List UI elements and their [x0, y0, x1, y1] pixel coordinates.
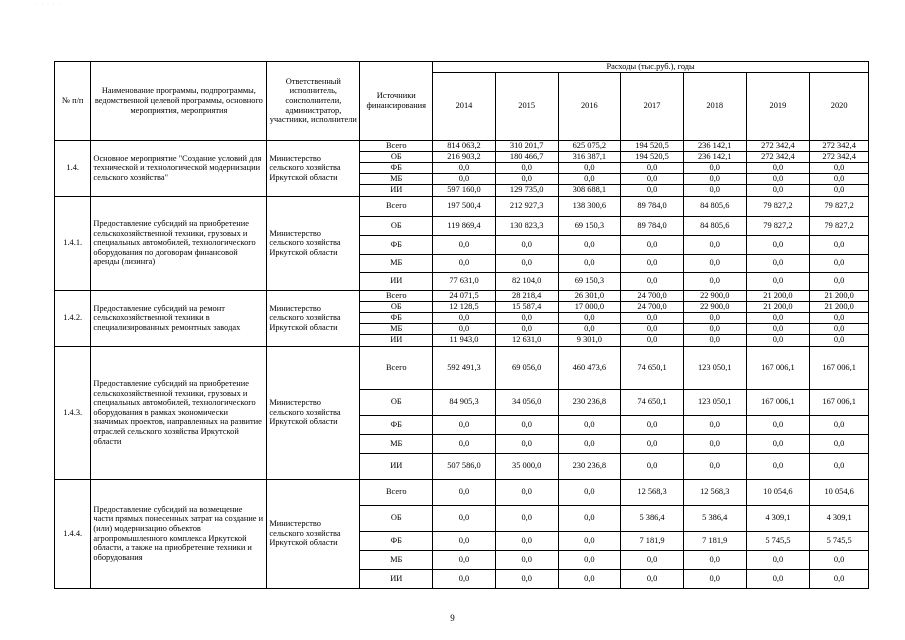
amount-cell: 0,0 [683, 162, 746, 173]
amount-cell: 130 823,3 [495, 216, 558, 235]
funding-source-cell: МБ [360, 323, 433, 334]
amount-cell: 0,0 [433, 569, 496, 588]
scan-corner-marks: · · · · · [36, 2, 61, 8]
amount-cell: 0,0 [810, 415, 869, 434]
amount-cell: 24 700,0 [621, 290, 684, 301]
amount-cell: 0,0 [621, 272, 684, 290]
amount-cell: 0,0 [495, 312, 558, 323]
funding-source-cell: МБ [360, 254, 433, 272]
amount-cell: 167 006,1 [746, 389, 810, 415]
amount-cell: 0,0 [683, 334, 746, 346]
amount-cell: 272 342,4 [810, 151, 869, 162]
amount-cell: 28 218,4 [495, 290, 558, 301]
amount-cell: 0,0 [683, 323, 746, 334]
amount-cell: 77 631,0 [433, 272, 496, 290]
amount-cell: 35 000,0 [495, 453, 558, 479]
amount-cell: 0,0 [558, 505, 621, 531]
amount-cell: 0,0 [746, 312, 810, 323]
amount-cell: 0,0 [433, 479, 496, 505]
amount-cell: 0,0 [558, 415, 621, 434]
amount-cell: 0,0 [810, 162, 869, 173]
group-number-cell: 1.4. [55, 140, 91, 196]
amount-cell: 0,0 [495, 569, 558, 588]
funding-source-cell: Всего [360, 140, 433, 151]
amount-cell: 0,0 [621, 254, 684, 272]
table-row [55, 479, 869, 505]
amount-cell: 0,0 [621, 550, 684, 569]
amount-cell: 4 309,1 [810, 505, 869, 531]
amount-cell: 21 200,0 [810, 301, 869, 312]
amount-cell: 167 006,1 [810, 389, 869, 415]
amount-cell: 272 342,4 [746, 140, 810, 151]
header-expenses: Расходы (тыс.руб.), годы [433, 62, 869, 73]
amount-cell: 180 466,7 [495, 151, 558, 162]
funding-source-cell: МБ [360, 434, 433, 453]
amount-cell: 0,0 [433, 531, 496, 550]
amount-cell: 129 735,0 [495, 184, 558, 196]
amount-cell: 0,0 [558, 550, 621, 569]
amount-cell: 316 387,1 [558, 151, 621, 162]
amount-cell: 0,0 [433, 323, 496, 334]
amount-cell: 0,0 [433, 173, 496, 184]
amount-cell: 167 006,1 [746, 346, 810, 389]
amount-cell: 0,0 [810, 434, 869, 453]
funding-source-cell: ИИ [360, 569, 433, 588]
group-name-cell: Предоставление субсидий на возмещение части прямых понесенных затрат на создание и (или) модернизацию объектов агропромышленного комплекса Иркутской области, а также на приобретение техники и оборудования [91, 479, 267, 588]
group-number-cell: 1.4.3. [55, 346, 91, 479]
amount-cell: 0,0 [746, 569, 810, 588]
amount-cell: 69 150,3 [558, 216, 621, 235]
group-name-cell: Предоставление субсидий на ремонт сельскохозяйственной техники в специализированных ремонтных заводах [91, 290, 267, 346]
amount-cell: 0,0 [495, 323, 558, 334]
group-responsible-cell: Министерство сельского хозяйства Иркутской области [267, 290, 360, 346]
amount-cell: 0,0 [746, 235, 810, 254]
group-responsible-cell: Министерство сельского хозяйства Иркутской области [267, 140, 360, 196]
table-row [55, 140, 869, 151]
amount-cell: 0,0 [683, 173, 746, 184]
header-name: Наименование программы, подпрограммы, ведомственной целевой программы, основного мероприятия, мероприятия [91, 62, 267, 141]
header-year: 2016 [558, 72, 621, 140]
amount-cell: 0,0 [433, 162, 496, 173]
amount-cell: 0,0 [558, 531, 621, 550]
header-year: 2014 [433, 72, 496, 140]
header-year: 2015 [495, 72, 558, 140]
amount-cell: 0,0 [433, 235, 496, 254]
amount-cell: 0,0 [746, 334, 810, 346]
funding-source-cell: ФБ [360, 415, 433, 434]
group-number-cell: 1.4.2. [55, 290, 91, 346]
amount-cell: 0,0 [495, 505, 558, 531]
amount-cell: 15 587,4 [495, 301, 558, 312]
amount-cell: 0,0 [746, 173, 810, 184]
amount-cell: 123 050,1 [683, 389, 746, 415]
amount-cell: 0,0 [495, 550, 558, 569]
funding-source-cell: ФБ [360, 531, 433, 550]
header-year: 2020 [810, 72, 869, 140]
amount-cell: 69 056,0 [495, 346, 558, 389]
amount-cell: 7 181,9 [621, 531, 684, 550]
funding-source-cell: ОБ [360, 505, 433, 531]
amount-cell: 0,0 [810, 184, 869, 196]
group-responsible-cell: Министерство сельского хозяйства Иркутской области [267, 479, 360, 588]
amount-cell: 0,0 [810, 235, 869, 254]
budget-table [54, 61, 869, 589]
amount-cell: 0,0 [746, 254, 810, 272]
header-row-top [55, 62, 869, 73]
amount-cell: 79 827,2 [810, 216, 869, 235]
amount-cell: 0,0 [621, 162, 684, 173]
funding-source-cell: ОБ [360, 301, 433, 312]
amount-cell: 0,0 [683, 254, 746, 272]
header-year: 2018 [683, 72, 746, 140]
amount-cell: 0,0 [746, 434, 810, 453]
amount-cell: 119 869,4 [433, 216, 496, 235]
amount-cell: 21 200,0 [746, 301, 810, 312]
amount-cell: 0,0 [433, 550, 496, 569]
amount-cell: 0,0 [621, 312, 684, 323]
amount-cell: 814 063,2 [433, 140, 496, 151]
amount-cell: 216 903,2 [433, 151, 496, 162]
amount-cell: 212 927,3 [495, 196, 558, 216]
amount-cell: 123 050,1 [683, 346, 746, 389]
amount-cell: 0,0 [810, 312, 869, 323]
amount-cell: 230 236,8 [558, 389, 621, 415]
amount-cell: 0,0 [495, 254, 558, 272]
amount-cell: 0,0 [495, 479, 558, 505]
group-responsible-cell: Министерство сельского хозяйства Иркутской области [267, 346, 360, 479]
amount-cell: 0,0 [683, 453, 746, 479]
amount-cell: 236 142,1 [683, 151, 746, 162]
amount-cell: 0,0 [683, 184, 746, 196]
amount-cell: 21 200,0 [746, 290, 810, 301]
funding-source-cell: Всего [360, 196, 433, 216]
amount-cell: 21 200,0 [810, 290, 869, 301]
amount-cell: 460 473,6 [558, 346, 621, 389]
amount-cell: 308 688,1 [558, 184, 621, 196]
amount-cell: 0,0 [558, 479, 621, 505]
funding-source-cell: ФБ [360, 162, 433, 173]
funding-source-cell: Всего [360, 346, 433, 389]
header-sources: Источники финансирования [360, 62, 433, 141]
amount-cell: 0,0 [810, 254, 869, 272]
amount-cell: 230 236,8 [558, 453, 621, 479]
funding-source-cell: ФБ [360, 312, 433, 323]
amount-cell: 0,0 [810, 453, 869, 479]
amount-cell: 12 128,5 [433, 301, 496, 312]
amount-cell: 236 142,1 [683, 140, 746, 151]
amount-cell: 7 181,9 [683, 531, 746, 550]
funding-source-cell: ИИ [360, 334, 433, 346]
amount-cell: 0,0 [746, 415, 810, 434]
group-name-cell: Предоставление субсидий на приобретение сельскохозяйственной техники, грузовых и специальных автомобилей, технологического оборудования в рамках экономически значимых проектов, направленных на развитие отраслей сельского хозяйства Иркутской области [91, 346, 267, 479]
amount-cell: 0,0 [558, 173, 621, 184]
amount-cell: 310 201,7 [495, 140, 558, 151]
amount-cell: 0,0 [683, 550, 746, 569]
amount-cell: 24 700,0 [621, 301, 684, 312]
header-responsible: Ответственный исполнитель, соисполнители, администратор, участники, исполнители [267, 62, 360, 141]
amount-cell: 89 784,0 [621, 216, 684, 235]
group-name-cell: Основное мероприятие "Создание условий для технической и технологической модернизации сельского хозяйства" [91, 140, 267, 196]
header-num: № п/п [55, 62, 91, 141]
amount-cell: 79 827,2 [810, 196, 869, 216]
amount-cell: 625 075,2 [558, 140, 621, 151]
amount-cell: 0,0 [683, 415, 746, 434]
budget-table-container [54, 61, 869, 589]
amount-cell: 167 006,1 [810, 346, 869, 389]
amount-cell: 22 900,0 [683, 301, 746, 312]
table-row [55, 346, 869, 389]
amount-cell: 79 827,2 [746, 196, 810, 216]
amount-cell: 597 160,0 [433, 184, 496, 196]
page-number: 9 [450, 613, 455, 623]
funding-source-cell: ФБ [360, 235, 433, 254]
amount-cell: 507 586,0 [433, 453, 496, 479]
amount-cell: 0,0 [621, 334, 684, 346]
amount-cell: 0,0 [433, 312, 496, 323]
funding-source-cell: Всего [360, 290, 433, 301]
amount-cell: 0,0 [621, 184, 684, 196]
amount-cell: 197 500,4 [433, 196, 496, 216]
amount-cell: 10 054,6 [746, 479, 810, 505]
amount-cell: 84 805,6 [683, 196, 746, 216]
group-number-cell: 1.4.1. [55, 196, 91, 290]
funding-source-cell: ОБ [360, 216, 433, 235]
amount-cell: 0,0 [558, 434, 621, 453]
amount-cell: 0,0 [621, 453, 684, 479]
amount-cell: 10 054,6 [810, 479, 869, 505]
amount-cell: 194 520,5 [621, 151, 684, 162]
amount-cell: 0,0 [810, 334, 869, 346]
funding-source-cell: ОБ [360, 151, 433, 162]
amount-cell: 0,0 [621, 323, 684, 334]
funding-source-cell: ИИ [360, 272, 433, 290]
amount-cell: 592 491,3 [433, 346, 496, 389]
header-year: 2017 [621, 72, 684, 140]
group-number-cell: 1.4.4. [55, 479, 91, 588]
amount-cell: 0,0 [683, 569, 746, 588]
amount-cell: 0,0 [683, 235, 746, 254]
amount-cell: 0,0 [683, 272, 746, 290]
amount-cell: 0,0 [810, 272, 869, 290]
amount-cell: 0,0 [746, 323, 810, 334]
amount-cell: 0,0 [746, 184, 810, 196]
amount-cell: 0,0 [683, 312, 746, 323]
amount-cell: 272 342,4 [746, 151, 810, 162]
amount-cell: 0,0 [558, 312, 621, 323]
amount-cell: 0,0 [558, 254, 621, 272]
amount-cell: 0,0 [558, 323, 621, 334]
amount-cell: 24 071,5 [433, 290, 496, 301]
funding-source-cell: ИИ [360, 453, 433, 479]
funding-source-cell: Всего [360, 479, 433, 505]
amount-cell: 0,0 [621, 415, 684, 434]
amount-cell: 74 650,1 [621, 346, 684, 389]
amount-cell: 11 943,0 [433, 334, 496, 346]
amount-cell: 5 386,4 [683, 505, 746, 531]
amount-cell: 272 342,4 [810, 140, 869, 151]
amount-cell: 69 150,3 [558, 272, 621, 290]
table-row [55, 290, 869, 301]
funding-source-cell: МБ [360, 173, 433, 184]
amount-cell: 79 827,2 [746, 216, 810, 235]
amount-cell: 84 805,6 [683, 216, 746, 235]
amount-cell: 0,0 [495, 434, 558, 453]
amount-cell: 0,0 [621, 235, 684, 254]
amount-cell: 9 301,0 [558, 334, 621, 346]
table-row [55, 196, 869, 216]
amount-cell: 84 905,3 [433, 389, 496, 415]
amount-cell: 0,0 [433, 415, 496, 434]
amount-cell: 17 000,0 [558, 301, 621, 312]
amount-cell: 5 745,5 [810, 531, 869, 550]
funding-source-cell: ИИ [360, 184, 433, 196]
amount-cell: 22 900,0 [683, 290, 746, 301]
amount-cell: 0,0 [558, 235, 621, 254]
amount-cell: 34 056,0 [495, 389, 558, 415]
funding-source-cell: ОБ [360, 389, 433, 415]
amount-cell: 5 745,5 [746, 531, 810, 550]
amount-cell: 0,0 [495, 173, 558, 184]
group-name-cell: Предоставление субсидий на приобретение сельскохозяйственной техники, грузовых и специальных автомобилей, технологического оборудования по договорам финансовой аренды (лизинга) [91, 196, 267, 290]
header-year: 2019 [746, 72, 810, 140]
amount-cell: 0,0 [433, 434, 496, 453]
amount-cell: 0,0 [621, 173, 684, 184]
amount-cell: 0,0 [495, 235, 558, 254]
amount-cell: 5 386,4 [621, 505, 684, 531]
amount-cell: 82 104,0 [495, 272, 558, 290]
amount-cell: 138 300,6 [558, 196, 621, 216]
amount-cell: 0,0 [746, 550, 810, 569]
amount-cell: 0,0 [433, 254, 496, 272]
amount-cell: 0,0 [746, 162, 810, 173]
amount-cell: 0,0 [495, 162, 558, 173]
amount-cell: 0,0 [683, 434, 746, 453]
amount-cell: 0,0 [558, 162, 621, 173]
amount-cell: 12 568,3 [621, 479, 684, 505]
amount-cell: 0,0 [558, 569, 621, 588]
amount-cell: 0,0 [746, 453, 810, 479]
amount-cell: 0,0 [495, 531, 558, 550]
amount-cell: 0,0 [810, 550, 869, 569]
amount-cell: 0,0 [810, 323, 869, 334]
amount-cell: 0,0 [621, 569, 684, 588]
amount-cell: 0,0 [621, 434, 684, 453]
amount-cell: 12 568,3 [683, 479, 746, 505]
amount-cell: 0,0 [810, 173, 869, 184]
amount-cell: 0,0 [433, 505, 496, 531]
amount-cell: 0,0 [746, 272, 810, 290]
amount-cell: 89 784,0 [621, 196, 684, 216]
funding-source-cell: МБ [360, 550, 433, 569]
amount-cell: 194 520,5 [621, 140, 684, 151]
amount-cell: 12 631,0 [495, 334, 558, 346]
amount-cell: 0,0 [495, 415, 558, 434]
group-responsible-cell: Министерство сельского хозяйства Иркутской области [267, 196, 360, 290]
amount-cell: 4 309,1 [746, 505, 810, 531]
amount-cell: 0,0 [810, 569, 869, 588]
amount-cell: 74 650,1 [621, 389, 684, 415]
amount-cell: 26 301,0 [558, 290, 621, 301]
